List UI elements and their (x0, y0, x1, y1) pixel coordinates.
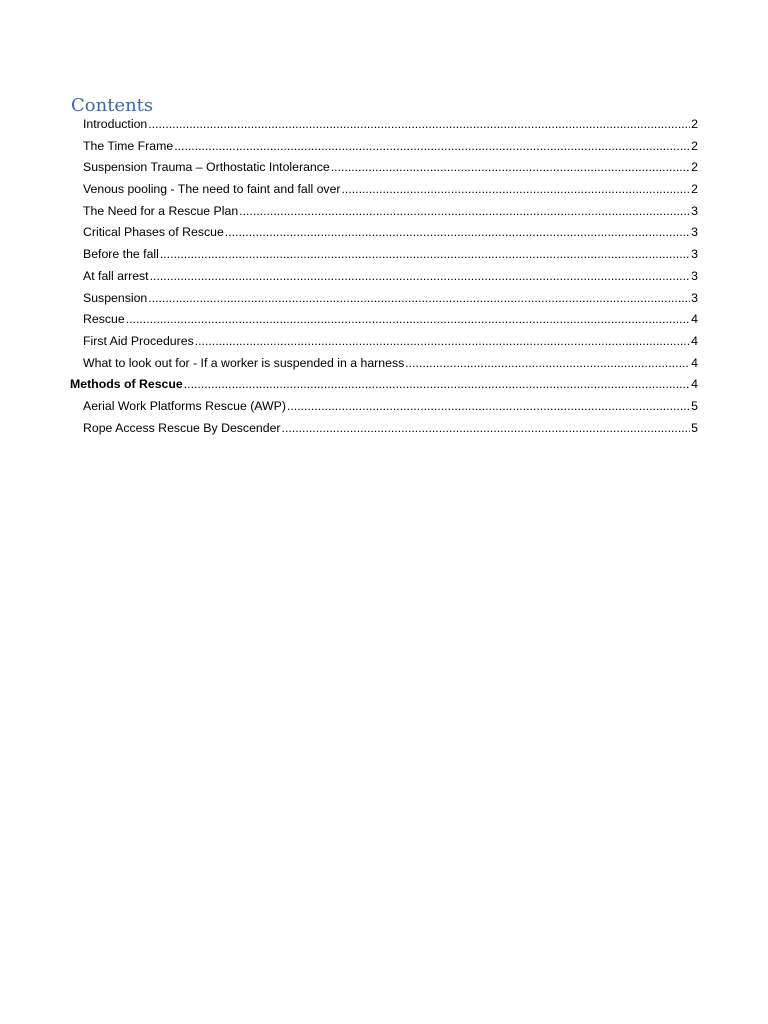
toc-entry-page-number: 2 (691, 160, 698, 175)
toc-dot-leader (150, 269, 691, 283)
toc-entry-title: Rescue (83, 312, 125, 327)
toc-dot-leader (225, 225, 690, 239)
toc-dot-leader (342, 182, 691, 196)
toc-entry[interactable] (70, 399, 698, 421)
toc-dot-leader (405, 356, 690, 370)
toc-entry[interactable] (70, 247, 698, 269)
toc-entry-page-number: 4 (691, 312, 698, 327)
toc-dot-leader (148, 117, 690, 131)
toc-entry[interactable] (70, 139, 698, 161)
toc-entry[interactable] (70, 225, 698, 247)
toc-dot-leader (239, 204, 690, 218)
toc-dot-leader (331, 160, 690, 174)
toc-entry-title: Introduction (83, 117, 148, 131)
toc-entry-title: What to look out for - If a worker is suspended in a harness (83, 355, 405, 370)
toc-entry[interactable] (70, 117, 698, 139)
toc-dot-leader (282, 421, 691, 435)
toc-dot-leader (287, 399, 690, 413)
toc-entry-page-number: 2 (691, 182, 698, 197)
toc-entry-title: At fall arrest (83, 268, 149, 283)
toc-entry-page-number: 2 (691, 138, 698, 153)
toc-entry-title: Suspension (83, 290, 148, 305)
toc-entry-title: First Aid Procedures (83, 333, 194, 348)
toc-entry[interactable] (70, 182, 698, 204)
toc-entry-page-number: 3 (691, 203, 698, 218)
toc-entry-title: Before the fall (83, 247, 159, 262)
toc-dot-leader (160, 247, 690, 261)
toc-heading: Contents (71, 95, 154, 116)
toc-entry-title: Rope Access Rescue By Descender (83, 420, 281, 435)
toc-entry[interactable] (70, 356, 698, 378)
toc-entry[interactable] (70, 204, 698, 226)
toc-entry[interactable] (70, 421, 698, 443)
toc-dot-leader (126, 312, 690, 326)
toc-entry-page-number: 4 (691, 333, 698, 348)
toc-entry-page-number: 4 (691, 377, 698, 392)
toc-entry-title: The Time Frame (83, 138, 174, 153)
toc-entry[interactable] (70, 377, 698, 399)
toc-entry-title: Aerial Work Platforms Rescue (AWP) (83, 398, 286, 413)
toc-entry-title: Suspension Trauma – Orthostatic Intolerance (83, 160, 330, 175)
toc-entry-page-number: 4 (691, 355, 698, 370)
toc-dot-leader (174, 139, 690, 153)
toc-entry-page-number: 2 (691, 117, 698, 131)
toc-entry-title: Critical Phases of Rescue (83, 225, 224, 240)
toc-entry[interactable] (70, 334, 698, 356)
toc-entry-title: Venous pooling - The need to faint and fall over (83, 182, 341, 197)
toc-entry[interactable] (70, 312, 698, 334)
toc-entry-page-number: 3 (691, 225, 698, 240)
toc-entry-page-number: 3 (691, 268, 698, 283)
toc-dot-leader (148, 291, 690, 305)
toc-entry-title: Methods of Rescue (70, 377, 183, 392)
toc-entry-page-number: 5 (691, 420, 698, 435)
toc-dot-leader (195, 334, 690, 348)
toc-entry-page-number: 3 (691, 290, 698, 305)
toc-entry-page-number: 5 (691, 398, 698, 413)
toc-entry-page-number: 3 (691, 247, 698, 262)
toc-dot-leader (184, 377, 690, 391)
toc-entry[interactable] (70, 269, 698, 291)
table-of-contents (70, 117, 698, 442)
toc-entry-title: The Need for a Rescue Plan (83, 203, 239, 218)
toc-entry[interactable] (70, 291, 698, 313)
toc-entry[interactable] (70, 160, 698, 182)
